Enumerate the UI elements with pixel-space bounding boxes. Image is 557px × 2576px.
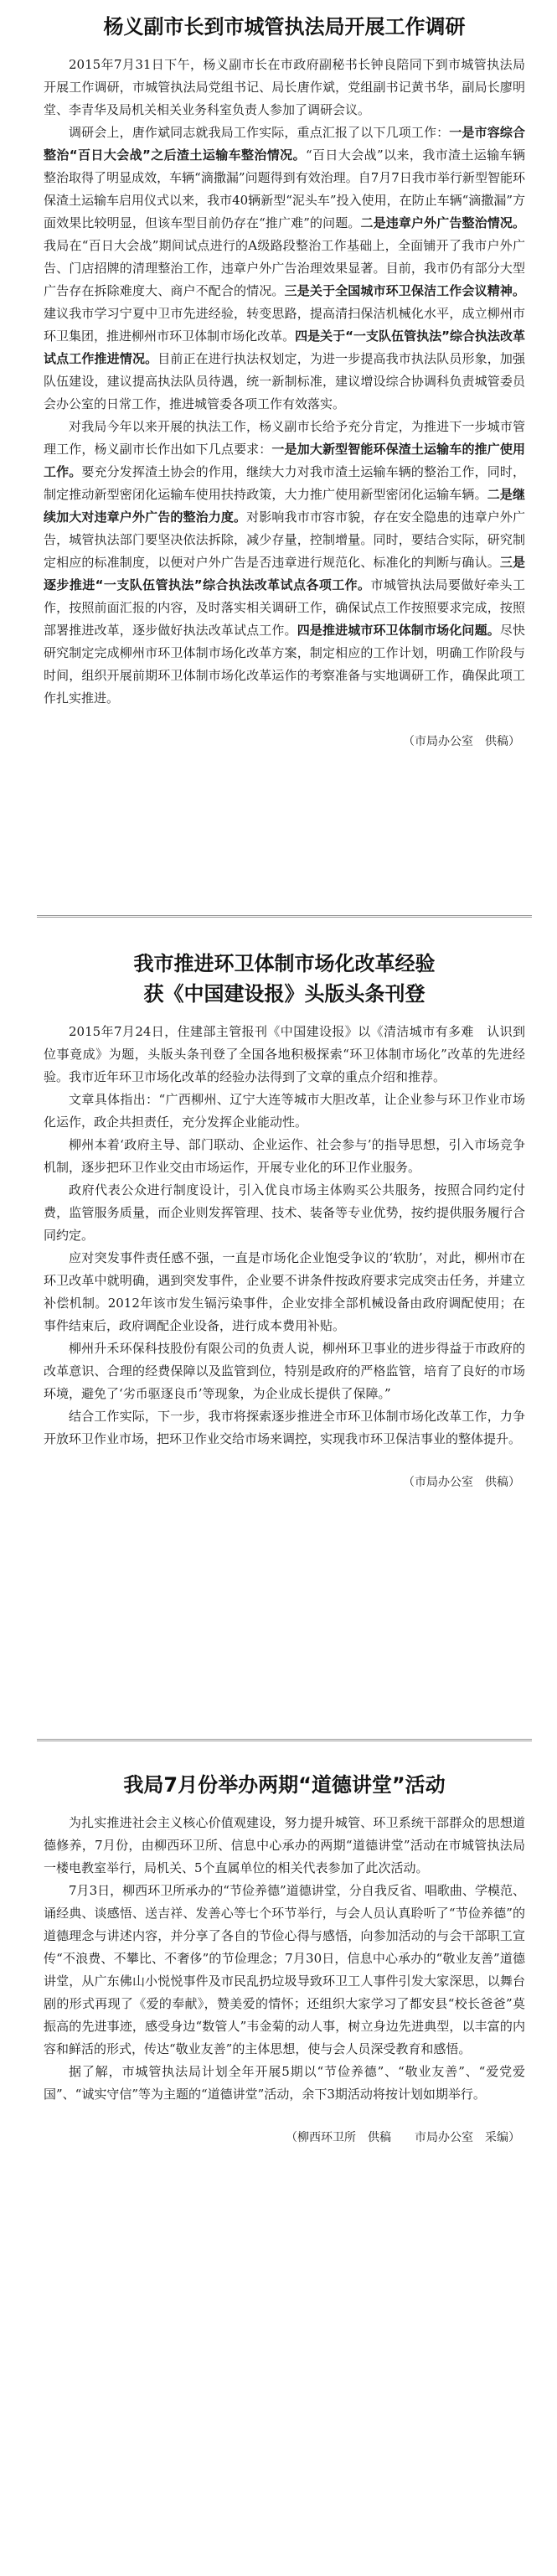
text-run: 2015年7月31日下午，杨义副市长在市政府副秘书长钟良陪同下到市城管执法局开展工作调研，市城管执法局党组书记、局长唐作斌，党组副书记黄书华，副局长廖明堂、李青华及局机关相关业务科室负责人参加了调研会议。 [44, 57, 525, 117]
text-run: 政府代表公众进行制度设计，引入优良市场主体购买公共服务，按照合同约定付费，监管服务质量，而企业则发挥管理、技术、装备等专业优势，按约提供服务履行合同约定。 [44, 1182, 525, 1243]
paragraph [44, 1812, 525, 1880]
text-run: 2015年7月24日，住建部主管报刊《中国建设报》以《清洁城市有多难 认识到位事竟成》为题，头版头条刊登了全国各地积极探索“环卫体制市场化”改革的先进经验。我市近年环卫市场化改革的经验办法得到了文章的重点介绍和推荐。 [44, 1024, 525, 1084]
article-body [44, 1021, 525, 1451]
text-run: 柳州本着‘政府主导、部门联动、企业运作、社会参与’的指导思想，引入市场竞争机制，逐步把环卫作业交由市场运作，开展专业化的环卫作业服务。 [44, 1137, 525, 1175]
article-title-line-2: 获《中国建设报》头版头条刊登 [143, 982, 425, 1006]
text-run: 7月3日，柳西环卫所承办的“节俭养德”道德讲堂，分自我反省、唱歌曲、学模范、诵经典、谈感悟、送吉祥、发善心等七个环节举行，与会人员认真聆听了“节俭养德”的道德理念与讲述内容，并分享了各自的节俭心得与感悟，向参加活动的与会干部职工宣传“不浪费、不攀比、不奢侈”的节俭理念；7月30日，信息中心承办的“敬业友善”道德讲堂，从广东佛山小悦悦事件及市民乱扔垃圾导致环卫工人事件引发大家深思，以舞台剧的形式再现了《爱的奉献》，赞美爱的情怀；还组织大家学习了都安县“校长爸爸”莫振高的先进事迹，感受身边“数管人”韦金菊的动人事，树立身边先进典型，以丰富的内容和鲜活的形式，传达“敬业友善”的主体思想，使与会人员深受教育和感悟。 [44, 1883, 525, 2056]
paragraph [44, 416, 525, 710]
paragraph [44, 122, 525, 416]
paragraph [44, 1247, 525, 1337]
text-run: 目前正在进行执法权划定，为进一步提高我市执法队员形象，加强队伍建设，建议提高执法队员待遇，统一新制标准，建议增设综合协调科负责城管委员会办公室的日常工作，推进城管委各项工作有效落实。 [44, 351, 525, 411]
paragraph [44, 1021, 525, 1089]
article-title-line-1: 我市推进环卫体制市场化改革经验 [133, 952, 436, 975]
bold-heading-run: 四是推进城市环卫体制市场化问题。 [297, 623, 500, 638]
paragraph [44, 1337, 525, 1405]
article-moral-lecture [44, 1770, 525, 2148]
text-run: “百日大会战”以来，我市渣土运输车辆整治取得了明显成效，车辆“滴撒漏”问题得到有效治理。自7月7日我市举行新型智能环保渣土运输车启用仪式以来，我市40辆新型“泥头车”投入使用，在防止车辆“滴撒漏”方面效果比较明显，但该车型目前仍存在“推广难”的问题。 [44, 147, 525, 230]
article-body [44, 54, 525, 710]
bold-heading-run: 二是继续加大对违章户外广告的整治力度。 [44, 487, 525, 525]
article-source: （市局办公室 供稿） [403, 735, 520, 748]
text-run: 应对突发事件责任感不强，一直是市场化企业饱受争议的‘软肋’，对此，柳州市在环卫改革中就明确，遇到突发事件，企业要不讲条件按政府要求完成突击任务，并建立补偿机制。2012年该市发生镉污染事件，企业安排全部机械设备由政府调配使用；在事件结束后，政府调配企业设备，进行成本费用补贴。 [44, 1250, 525, 1333]
bold-heading-run: 三是逐步推进“一支队伍管执法”综合执法改革试点各项工作。 [44, 555, 525, 592]
text-run: 要充分发挥渣土协会的作用，继续大力对我市渣土运输车辆的整治工作，同时，制定推动新型密闭化运输车使用扶持政策，大力推广使用新型密闭化运输车辆。 [44, 464, 525, 502]
text-run: 对我局今年以来开展的执法工作，杨义副市长给予充分肯定，为推进下一步城市管理工作，杨义副市长作出如下几点要求： [44, 419, 525, 457]
article-body [44, 1812, 525, 2106]
bold-heading-run: 四是关于“一支队伍管执法”综合执法改革试点工作推进情况。 [44, 328, 526, 366]
paragraph [44, 1089, 525, 1134]
bold-heading-run: 一是加大新型智能环保渣土运输车的推广使用工作。 [44, 442, 525, 479]
article-title: 杨义副市长到市城管执法局开展工作调研 [103, 15, 466, 39]
text-run: 文章具体指出：“广西柳州、辽宁大连等城市大胆改革，让企业参与环卫作业市场化运作，政企共担责任，充分发挥企业能动性。 [44, 1092, 525, 1130]
paragraph [44, 1880, 525, 2061]
article-title [44, 949, 525, 1009]
paragraph [44, 1134, 525, 1179]
bold-heading-run: 三是关于全国城市环卫保洁工作会议精神。 [284, 283, 525, 298]
text-run: 市城管执法局要做好牵头工作，按照前面汇报的内容，及时落实相关调研工作，确保试点工作按照要求完成，按照部署推进改革，逐步做好执法改革试点工作。 [44, 577, 525, 638]
paragraph [44, 1405, 525, 1451]
text-run: 柳州升禾环保科技股份有限公司的负责人说，柳州环卫事业的进步得益于市政府的改革意识、合理的经费保障以及监管到位，特别是政府的严格监管，培育了良好的市场环境，避免了‘劣币驱逐良币’等现象，为企业成长提供了保障。” [44, 1341, 525, 1401]
text-run: 对影响我市市容市貌，存在安全隐患的违章户外广告，城管执法部门要坚决依法拆除，减少存量，控制增量。同时，要结合实际，研究制定相应的标准制度，以便对户外广告是否违章进行规范化、标准化的判断与确认。 [44, 510, 525, 570]
article-title: 我局7月份举办两期“道德讲堂”活动 [123, 1773, 446, 1797]
article-sanitation-reform [44, 949, 525, 1492]
article-source: （市局办公室 供稿） [403, 1476, 520, 1489]
section-divider [37, 1739, 532, 1741]
paragraph [44, 1179, 525, 1247]
text-run: 为扎实推进社会主义核心价值观建设，努力提升城管、环卫系统干部群众的思想道德修养，7月份，由柳西环卫所、信息中心承办的两期“道德讲堂”活动在市城管执法局一楼电教室举行，局机关、5个直属单位的相关代表参加了此次活动。 [44, 1815, 525, 1875]
paragraph [44, 54, 525, 122]
paragraph [44, 2061, 525, 2106]
article-source: （柳西环卫所 供稿 市局办公室 采编） [286, 2131, 520, 2144]
section-divider [37, 915, 532, 918]
text-run: 结合工作实际，下一步，我市将探索逐步推进全市环卫体制市场化改革工作，力争开放环卫作业市场，把环卫作业交给市场来调控，实现我市环卫保洁事业的整体提升。 [44, 1409, 525, 1446]
article-vice-mayor-research [44, 12, 525, 752]
text-run: 据了解，市城管执法局计划全年开展5期以“节俭养德”、“敬业友善”、“爱党爱国”、“诚实守信”等为主题的“道德讲堂”活动，余下3期活动将按计划如期举行。 [44, 2064, 525, 2102]
text-run: 尽快研究制定完成柳州市环卫体制市场化改革方案，制定相应的工作计划，明确工作阶段与时间，组织开展前期环卫体制市场化改革运作的考察准备与实地调研工作，确保此项工作扎实推进。 [44, 623, 525, 706]
bold-heading-run: 二是违章户外广告整治情况。 [360, 215, 525, 230]
text-run: 我局在“百日大会战”期间试点进行的A级路段整治工作基础上，全面铺开了我市户外广告、门店招牌的清理整治工作，违章户外广告治理效果显著。目前，我市仍有部分大型广告存在拆除难度大、商户不配合的情况。 [44, 238, 525, 298]
text-run: 调研会上，唐作斌同志就我局工作实际，重点汇报了以下几项工作： [69, 125, 450, 140]
bold-heading-run: 一是市容综合整治“百日大会战”之后渣土运输车整治情况。 [44, 125, 525, 163]
text-run: 建议我市学习宁夏中卫市先进经验，转变思路，提高清扫保洁机械化水平，成立柳州市环卫集团，推进柳州市环卫体制市场化改革。 [44, 306, 525, 344]
